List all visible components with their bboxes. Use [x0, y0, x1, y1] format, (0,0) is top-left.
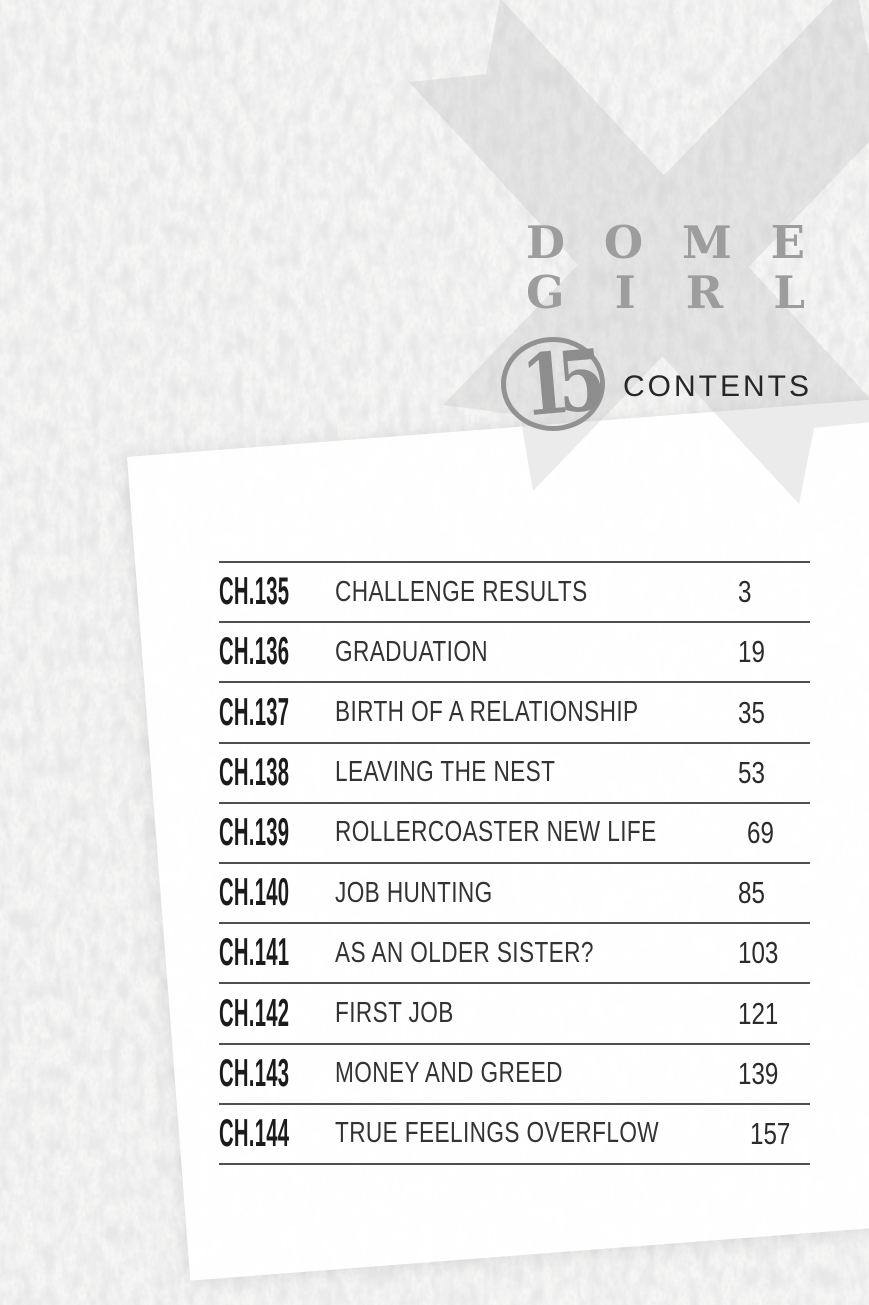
chapter-title: TRUE FEELINGS OVERFLOW	[335, 1117, 660, 1150]
toc-row	[219, 1103, 810, 1163]
chapter-label-cell	[219, 630, 335, 674]
toc-table	[219, 561, 810, 1165]
page-number-cell	[738, 634, 810, 670]
chapter-label: CH.143	[219, 1051, 290, 1095]
chapter-title: CHALLENGE RESULTS	[335, 575, 588, 608]
chapter-title-cell	[335, 696, 738, 729]
chapter-title-cell	[335, 756, 738, 789]
chapter-label-cell	[219, 931, 335, 975]
chapter-label: CH.137	[219, 690, 290, 734]
logo-line-1	[526, 218, 805, 268]
page-number-cell	[738, 755, 810, 791]
page-number: 3	[738, 574, 752, 610]
series-logo	[526, 218, 805, 318]
chapter-label: CH.144	[219, 1111, 290, 1155]
chapter-label-cell	[219, 751, 335, 795]
logo-letter: R	[685, 266, 724, 319]
chapter-title: FIRST JOB	[335, 997, 454, 1030]
volume-number: 15	[517, 330, 597, 436]
page-number-cell	[738, 875, 810, 911]
logo-letter: E	[770, 216, 805, 269]
page-number-cell	[738, 935, 810, 971]
chapter-label: CH.142	[219, 991, 290, 1035]
page-number: 139	[738, 1055, 779, 1091]
page-number: 19	[738, 634, 765, 670]
page-number: 53	[738, 754, 765, 790]
chapter-label: CH.138	[219, 750, 290, 794]
chapter-label: CH.139	[219, 810, 290, 854]
page-number: 35	[738, 694, 765, 730]
toc-row	[219, 561, 810, 621]
chapter-label-cell	[219, 691, 335, 735]
page-number: 85	[738, 875, 765, 911]
chapter-title: ROLLERCOASTER NEW LIFE	[335, 816, 657, 849]
contents-heading: CONTENTS	[623, 370, 812, 403]
page-number: 103	[738, 935, 779, 971]
logo-letter: M	[681, 216, 732, 269]
logo-letter: D	[526, 216, 566, 269]
chapter-label-cell	[219, 992, 335, 1036]
chapter-label: CH.141	[219, 931, 290, 975]
page-number: 157	[750, 1115, 791, 1151]
logo-letter: O	[603, 216, 644, 269]
toc-row	[219, 922, 810, 982]
chapter-label-cell	[219, 1052, 335, 1096]
page-number: 121	[738, 995, 779, 1031]
chapter-title-cell	[335, 576, 738, 609]
chapter-title-cell	[335, 877, 738, 910]
page-number-cell	[738, 695, 810, 731]
chapter-title-cell	[335, 636, 738, 669]
page-number-cell	[747, 815, 810, 851]
chapter-title: JOB HUNTING	[335, 876, 493, 909]
logo-letter: I	[614, 266, 636, 319]
chapter-title-cell	[335, 937, 738, 970]
chapter-label: CH.135	[219, 570, 290, 614]
logo-line-2	[526, 268, 805, 318]
page-number: 69	[747, 814, 775, 850]
chapter-title-cell	[335, 1117, 750, 1150]
chapter-title: AS AN OLDER SISTER?	[335, 936, 594, 969]
logo-letter: L	[773, 266, 805, 319]
chapter-label-cell	[219, 811, 335, 855]
chapter-title: MONEY AND GREED	[335, 1057, 563, 1090]
chapter-label-cell	[219, 570, 335, 614]
toc-row	[219, 742, 810, 802]
toc-row	[219, 802, 810, 862]
toc-row	[219, 1043, 810, 1103]
toc-row	[219, 982, 810, 1042]
chapter-title-cell	[335, 997, 738, 1030]
chapter-label-cell	[219, 871, 335, 915]
logo-letter: G	[526, 266, 565, 319]
page-number-cell	[750, 1116, 810, 1152]
page-number-cell	[738, 996, 810, 1032]
chapter-title: LEAVING THE NEST	[335, 756, 556, 789]
chapter-title: GRADUATION	[335, 635, 489, 668]
chapter-label: CH.136	[219, 630, 290, 674]
chapter-title: BIRTH OF A RELATIONSHIP	[335, 696, 639, 728]
chapter-label: CH.140	[219, 871, 290, 915]
chapter-title-cell	[335, 1057, 738, 1090]
toc-row	[219, 621, 810, 681]
page-number-cell	[738, 1056, 810, 1092]
page-number-cell	[738, 574, 810, 610]
volume-badge	[501, 330, 605, 436]
chapter-label-cell	[219, 1112, 335, 1156]
toc-row	[219, 681, 810, 741]
chapter-title-cell	[335, 816, 747, 849]
toc-row	[219, 862, 810, 922]
